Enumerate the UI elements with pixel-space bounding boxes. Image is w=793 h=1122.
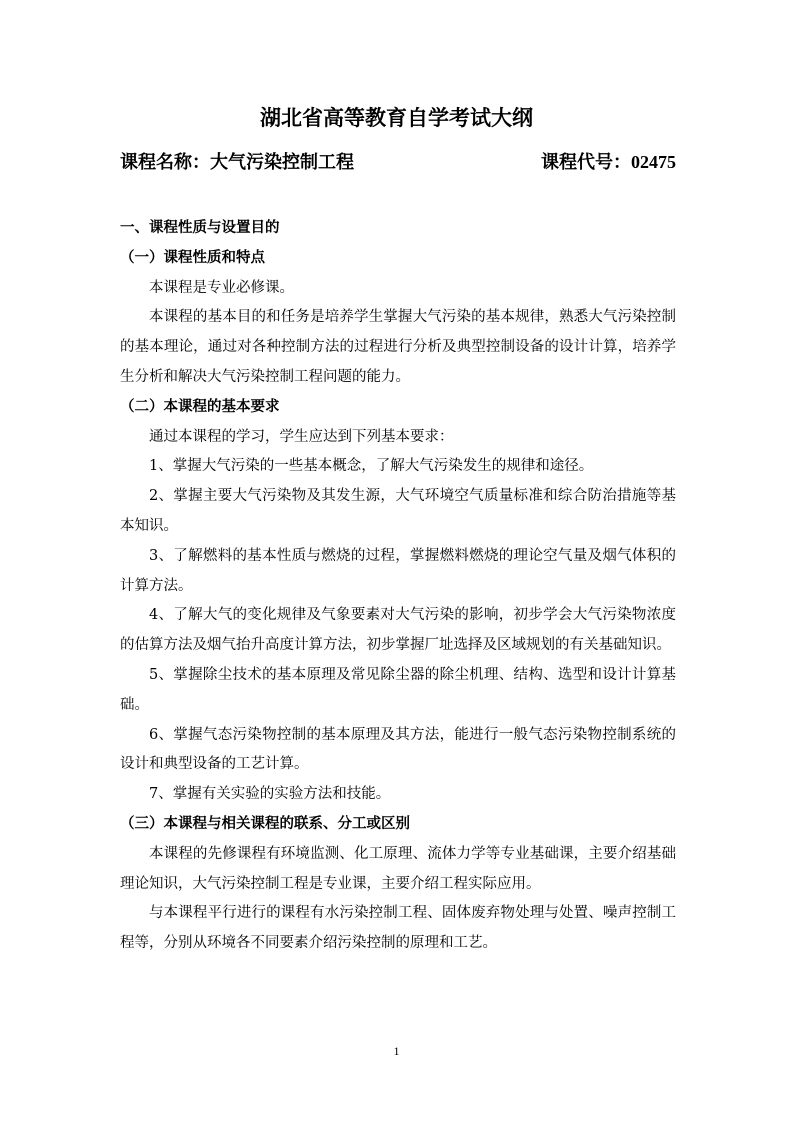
requirement-item: 2、掌握主要大气污染物及其发生源，大气环境空气质量标准和综合防治措施等基本知识。 bbox=[120, 488, 676, 534]
requirement-item: 5、掌握除尘技术的基本原理及常见除尘器的除尘机理、结构、选型和设计计算基础。 bbox=[120, 666, 676, 713]
requirement-item: 1、掌握大气污染的一些基本概念，了解大气污染发生的规律和途径。 bbox=[149, 458, 594, 475]
document-body bbox=[120, 214, 676, 959]
requirement-item: 6、掌握气态污染物控制的基本原理及其方法，能进行一般气态污染物控制系统的设计和典型设备的工艺计算。 bbox=[120, 726, 676, 773]
paragraph: 与本课程平行进行的课程有水污染控制工程、固体废弃物处理与处置、噪声控制工程等，分别从环境各不同要素介绍污染控制的原理和工艺。 bbox=[120, 905, 676, 952]
paragraph: 本课程的基本目的和任务是培养学生掌握大气污染的基本规律，熟悉大气污染控制的基本理论，通过对各种控制方法的过程进行分析及典型控制设备的设计计算，培养学生分析和解决大气污染控制工程问题的能力。 bbox=[120, 309, 676, 385]
course-code: 02475 bbox=[631, 152, 676, 172]
course-code-line bbox=[541, 148, 676, 174]
requirement-item: 7、掌握有关实验的实验方法和技能。 bbox=[149, 786, 391, 803]
course-name: 课程名称：大气污染控制工程 bbox=[120, 152, 354, 173]
subsection-2-heading: （二）本课程的基本要求 bbox=[120, 398, 280, 415]
page-title: 湖北省高等教育自学考试大纲 bbox=[260, 106, 533, 130]
requirement-item: 3、了解燃料的基本性质与燃烧的过程，掌握燃料燃烧的理论空气量及烟气体积的计算方法。 bbox=[120, 547, 676, 594]
subsection-1-heading: （一）课程性质和特点 bbox=[120, 249, 265, 266]
paragraph: 通过本课程的学习，学生应达到下列基本要求： bbox=[149, 428, 454, 445]
paragraph: 本课程是专业必修课。 bbox=[149, 279, 294, 296]
subsection-3-heading: （三）本课程与相关课程的联系、分工或区别 bbox=[120, 815, 410, 832]
page-number: 1 bbox=[393, 1044, 400, 1058]
paragraph: 本课程的先修课程有环境监测、化工原理、流体力学等专业基础课，主要介绍基础理论知识，大气污染控制工程是专业课，主要介绍工程实际应用。 bbox=[120, 845, 676, 892]
course-code-label: 课程代号： bbox=[541, 152, 631, 173]
section-1-heading: 一、课程性质与设置目的 bbox=[120, 220, 280, 236]
requirement-item: 4、了解大气的变化规律及气象要素对大气污染的影响，初步学会大气污染物浓度的估算方法及烟气抬升高度计算方法，初步掌握厂址选择及区域规划的有关基础知识。 bbox=[120, 607, 676, 654]
